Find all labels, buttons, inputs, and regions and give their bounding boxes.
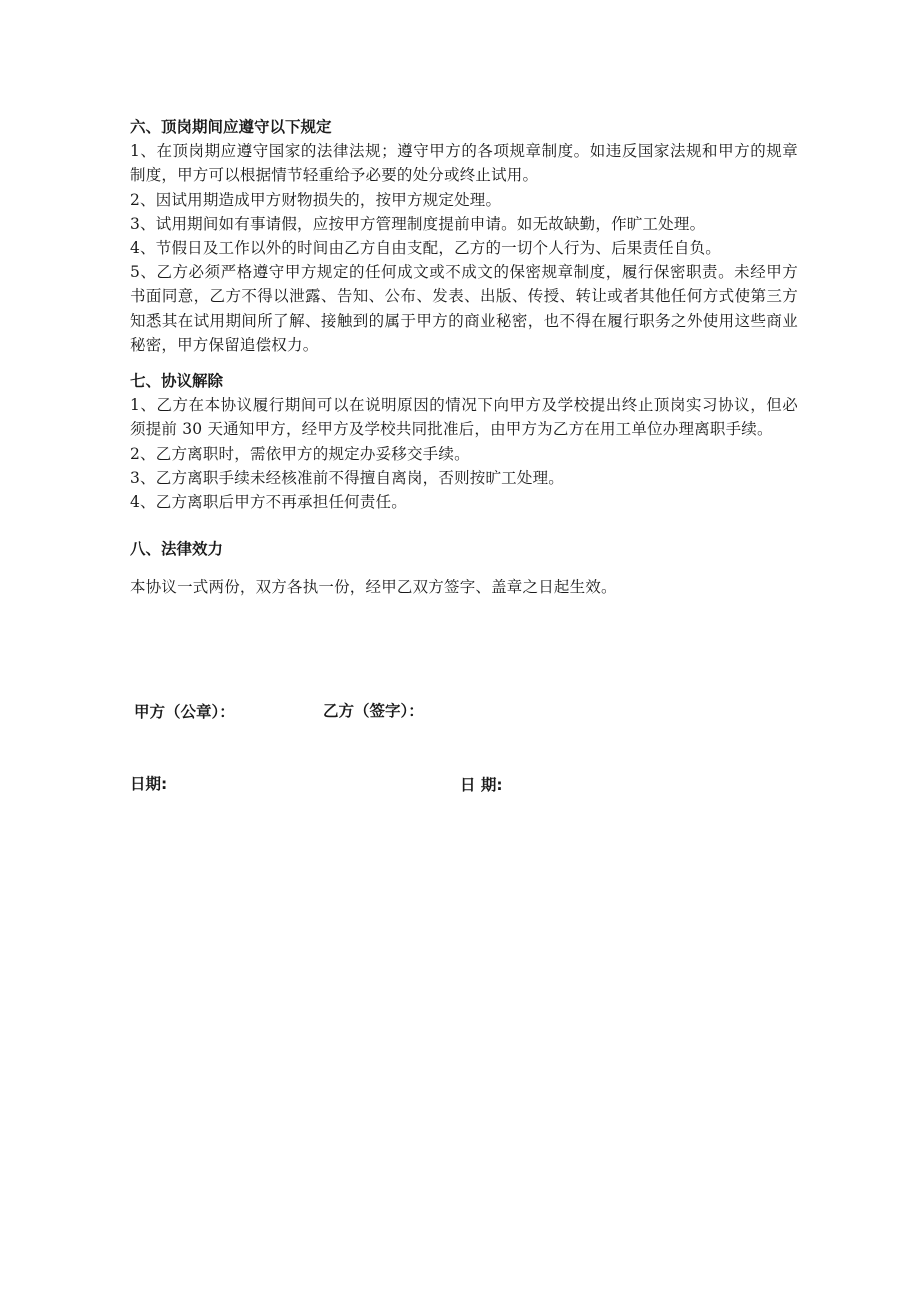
section-6-item-3: 3、试用期间如有事请假，应按甲方管理制度提前申请。如无故缺勤，作旷工处理。 bbox=[130, 214, 706, 233]
section-6-item-5: 5、乙方必须严格遵守甲方规定的任何成文或不成文的保密规章制度，履行保密职责。未经甲方书面同意，乙方不得以泄露、告知、公布、发表、出版、传授、转让或者其他任何方式使第三方知悉其在试用期间所了解、接触到的属于甲方的商业秘密，也不得在履行职务之外使用这些商业秘密，甲方保留追偿权力。 bbox=[130, 263, 798, 354]
section-8-item-1: 本协议一式两份，双方各执一份，经甲乙双方签字、盖章之日起生效。 bbox=[130, 578, 617, 597]
section-6-item-2: 2、因试用期造成甲方财物损失的，按甲方规定处理。 bbox=[130, 190, 502, 209]
spacer bbox=[130, 514, 798, 537]
section-7-item-4: 4、乙方离职后甲方不再承担任何责任。 bbox=[130, 493, 407, 512]
section-7-item-3: 3、乙方离职手续未经核准前不得擅自离岗，否则按旷工处理。 bbox=[130, 468, 564, 487]
party-a-date-label: 日期: bbox=[130, 775, 168, 793]
section-8-heading: 八、法律效力 bbox=[130, 540, 224, 559]
section-6-item-4: 4、节假日及工作以外的时间由乙方自由支配，乙方的一切个人行为、后果责任自负。 bbox=[130, 239, 721, 258]
party-a-seal-label: 甲方（公章）： bbox=[134, 703, 235, 721]
section-6-item-1: 1、在顶岗期应遵守国家的法律法规；遵守甲方的各项规章制度。如违反国家法规和甲方的规章制度，甲方可以根据情节轻重给予必要的处分或终止试用。 bbox=[130, 142, 798, 185]
section-7-item-1: 1、乙方在本协议履行期间可以在说明原因的情况下向甲方及学校提出终止顶岗实习协议，但必须提前 30 天通知甲方，经甲方及学校共同批准后，由甲方为乙方在用工单位办理离职手续。 bbox=[130, 396, 798, 439]
party-b-date-label: 日 期: bbox=[460, 776, 503, 794]
section-7-heading: 七、协议解除 bbox=[130, 372, 224, 391]
section-6-heading: 六、顶岗期间应遵守以下规定 bbox=[130, 118, 332, 136]
spacer bbox=[130, 561, 798, 575]
document-body bbox=[130, 115, 798, 600]
section-7-item-2: 2、乙方离职时，需依甲方的规定办妥移交手续。 bbox=[130, 444, 470, 463]
spacer bbox=[130, 357, 798, 369]
party-b-signature-label: 乙方（签字）： bbox=[323, 702, 424, 720]
